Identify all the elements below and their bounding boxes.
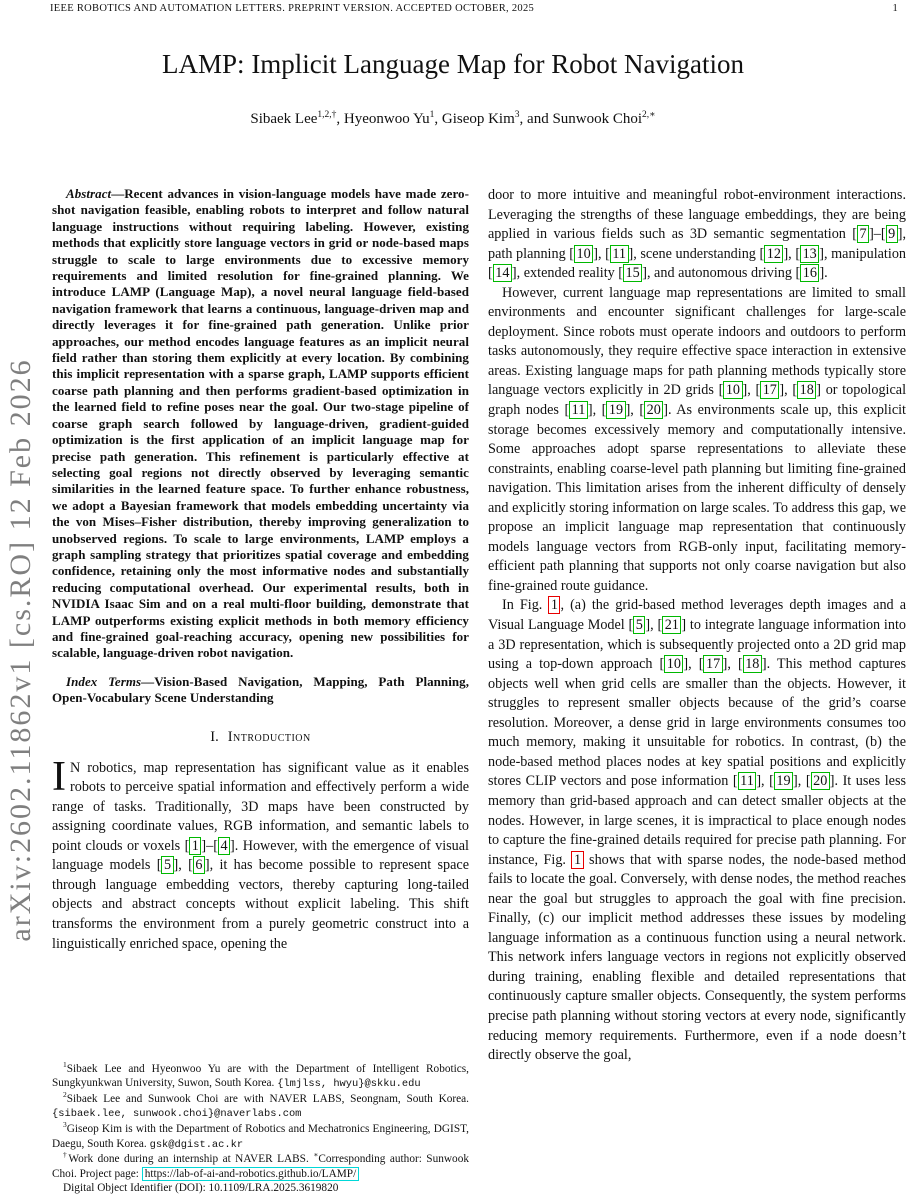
superscript-marker: ∗ <box>313 1150 319 1160</box>
email-address: gsk@dgist.ac.kr <box>149 1138 244 1151</box>
citation-link[interactable]: [ 13 ] <box>795 245 824 262</box>
citation-link[interactable]: [ 5 ] <box>156 857 179 874</box>
index-terms-paragraph: Index Terms—Vision-Based Navigation, Mapping, Path Planning, Open-Vocabulary Scene Understanding <box>52 673 469 706</box>
project-page-link[interactable]: https://lab-of-ai-and-robotics.github.io/LAMP/ <box>142 1167 359 1181</box>
superscript-marker: 2,∗ <box>642 110 656 120</box>
citation-number[interactable]: 18 <box>797 381 816 399</box>
citation-link[interactable]: [ 14 ] <box>488 265 517 282</box>
citation-link[interactable]: [ 7 ] <box>852 226 874 243</box>
lead-in-label: Abstract <box>66 186 112 201</box>
citation-link[interactable]: [ 20 ] <box>805 773 835 790</box>
citation-number[interactable]: 21 <box>662 616 681 634</box>
superscript-marker: 1,2,† <box>317 110 337 120</box>
citation-link[interactable]: [ 10 ] <box>718 382 748 399</box>
citation-number[interactable]: 13 <box>800 245 819 263</box>
citation-link[interactable]: [ 6 ] <box>188 857 210 874</box>
lead-in-label: Index Terms <box>66 673 142 689</box>
citation-link[interactable]: [ 10 ] <box>569 245 598 262</box>
section-number: I. <box>210 728 219 745</box>
email-address: {lmjlss, hwyu}@skku.edu <box>277 1078 421 1091</box>
running-header-text: IEEE ROBOTICS AND AUTOMATION LETTERS. PREPRINT VERSION. ACCEPTED OCTOBER, 2025 <box>50 3 535 14</box>
citation-number[interactable]: 5 <box>161 856 173 874</box>
section-title: Introduction <box>227 728 311 745</box>
superscript-marker: 3 <box>514 110 520 120</box>
citation-link[interactable]: [ 11 ] <box>732 773 762 790</box>
citation-link[interactable]: [ 19 ] <box>601 402 631 419</box>
citation-link[interactable]: [ 20 ] <box>639 402 669 419</box>
citation-number[interactable]: 7 <box>857 225 869 243</box>
citation-link[interactable]: [ 1 ] <box>184 837 207 854</box>
footnote-corresponding: †Work done during an internship at NAVER LABS. ∗Corresponding author: Sunwook Choi. Project page: https://lab-of-ai-and-robotics.github.io/LAMP/ <box>52 1150 469 1180</box>
authors-line: Sibaek Lee$^{1,2,\dagger}$, Hyeonwoo Yu$^1$, Giseop Kim$^3$, and Sunwook Choi$^{2,∗}$ <box>250 110 656 127</box>
citation-number[interactable]: 14 <box>493 264 512 282</box>
citation-link[interactable]: [ 12 ] <box>759 245 789 262</box>
citation-number[interactable]: 20 <box>644 401 663 419</box>
citation-link[interactable]: [ 10 ] <box>659 656 689 673</box>
citation-number[interactable]: 16 <box>800 264 819 282</box>
footnote-affiliation-1: $^1$Sibaek Lee and Hyeonwoo Yu are with the Department of Intelligent Robotics, Sungkyunkwan University, Suwon, South Korea. {lmjlss, hwyu}@skku.edu <box>52 1059 469 1091</box>
citation-number[interactable]: 10 <box>574 245 593 263</box>
footnote-affiliation-2: $^2$Sibaek Lee and Sunwook Choi are with NAVER LABS, Seongnam, South Korea. {sibaek.lee, sunwook.choi}@naverlabs.com <box>52 1090 469 1121</box>
citation-number[interactable]: 15 <box>623 264 642 282</box>
citation-number[interactable]: 17 <box>703 655 722 673</box>
citation-number[interactable]: 11 <box>569 401 588 419</box>
email-address: {sibaek.lee, sunwook.choi}@naverlabs.com <box>52 1108 302 1121</box>
citation-number[interactable]: 18 <box>743 655 762 673</box>
superscript-marker: 1 <box>63 1059 67 1069</box>
citation-link[interactable]: [ 18 ] <box>792 382 822 399</box>
citation-link[interactable]: [ 4 ] <box>213 837 235 854</box>
citation-link[interactable]: [ 11 ] <box>564 402 593 419</box>
citation-number[interactable]: 11 <box>610 245 629 263</box>
citation-link[interactable]: [ 17 ] <box>698 656 728 673</box>
citation-number[interactable]: 6 <box>193 856 205 874</box>
abstract-paragraph: Abstract—Recent advances in vision-language models have made zero-shot navigation feasible, enabling robots to interpret and follow natural language instructions without requiring labeling. However, existing methods that explicitly store language vectors in grid or node-based maps struggle to scale to large environments due to excessive memory requirements and limited resolution for fine-grained planning. We introduce LAMP (Language Map), a novel neural language field-based navigation framework that learns a continuous, language-driven map and directly leverages it for fine-grained path generation. Unlike prior approaches, our method encodes language features as an implicit neural field rather than storing them explicitly at every location. By combining this implicit representation with a sparse graph, LAMP supports efficient coarse path planning and then performs gradient-based optimization in the learned field to refine poses near the goal. Our two-stage pipeline of coarse graph search followed by language-driven, gradient-guided optimization is the first application of an implicit language map for precise path generation. This refinement is particularly effective at selecting goal regions not directly observed by leveraging semantic similarities in the learned feature space. To further enhance robustness, we adopt a Bayesian framework that models embedding uncertainty via the von Mises–Fisher distribution, thereby improving generalization to unobserved regions. To scale to large environments, LAMP employs a graph sampling strategy that prioritizes spatial coverage and embedding confidence, retaining only the most informative nodes and substantially reducing computational overhead. Our experimental results, both in NVIDIA Isaac Sim and on a real multi-floor building, demonstrate that LAMP outperforms existing explicit methods in both memory efficiency and fine-grained goal-reaching accuracy, opening new possibilities for scalable, language-driven robot navigation. <box>52 186 469 661</box>
citation-number[interactable]: 17 <box>760 381 779 399</box>
citation-link[interactable]: [ 15 ] <box>618 265 647 282</box>
body-paragraph: However, current language map representations are limited to small environments and encounter significant challenges for large-scale deployment. Since robots must operate indoors and outdoors to perform tasks autonomously, they require effective space interaction in extensive areas. Existing language maps for path planning methods typically store language vectors explicitly in 2D grids [ 10 ], [ 17 ], [ 18 ] or topological graph nodes [ 11 ], [ 19 ], [ 20 ]. As environments scale up, this explicit storage becomes excessively memory and computationally intensive. Some approaches adopt sparse representations to alleviate these constraints, enabling coarse-level path planning but limiting fine-grained navigation. This limitation arises from the inherent difficulty of densely and explicitly storing information on large scales. To address this gap, we propose an implicit language map representation that continuously models language vectors from RGB-only input, facilitating memory-efficient path planning that supports not only coarse navigation but also fine-grained route guidance. <box>488 284 906 594</box>
body-paragraph: door to more intuitive and meaningful robot-environment interactions. Leveraging the strengths of these language embeddings, they are being applied in various fields such as 3D semantic segmentation [ 7 ]–[ 9 ], path planning [ 10 ], [ 11 ], scene understanding [ 12 ], [ 13 ], manipulation [ 14 ], extended reality [ 15 ], and autonomous driving [ 16 ]. <box>488 187 906 282</box>
footnote-affiliation-3: $^3$Giseop Kim is with the Department of Robotics and Mechatronics Engineering, DGIST, Daegu, South Korea. gsk@dgist.ac.kr <box>52 1120 469 1151</box>
superscript-marker: † <box>63 1150 69 1160</box>
superscript-marker: 3 <box>63 1120 67 1130</box>
citation-number[interactable]: 4 <box>218 837 230 855</box>
citation-link[interactable]: [ 9 ] <box>880 226 903 243</box>
citation-link[interactable]: [ 11 ] <box>605 245 634 262</box>
citation-number[interactable]: 19 <box>606 401 625 419</box>
citation-number[interactable]: 11 <box>738 772 757 790</box>
drop-cap: I <box>52 753 66 800</box>
citation-link[interactable]: [ 18 ] <box>737 656 767 673</box>
citation-number[interactable]: 1 <box>189 837 201 855</box>
arxiv-watermark: arXiv:2602.11862v1 [cs.RO] 12 Feb 2026 <box>4 358 37 942</box>
citation-number[interactable]: 9 <box>886 225 898 243</box>
figure-ref[interactable]: 1 <box>548 596 560 614</box>
citation-number[interactable]: 12 <box>764 245 783 263</box>
citation-number[interactable]: 19 <box>774 772 793 790</box>
citation-link[interactable]: [ 5 ] <box>628 617 651 634</box>
citation-link[interactable]: [ 16 ] <box>795 265 825 282</box>
citation-number[interactable]: 20 <box>811 772 830 790</box>
citation-link[interactable]: [ 21 ] <box>657 617 687 634</box>
running-header <box>50 3 898 14</box>
page-number: 1 <box>892 3 898 14</box>
two-column-body <box>52 186 906 1198</box>
superscript-marker: 2 <box>63 1090 67 1100</box>
body-paragraph: In Fig. 1 , (a) the grid-based method leverages depth images and a Visual Language Model [ 5 ], [ 21 ] to integrate language information into a 3D representation, which is subsequently projected onto a 2D grid map using a top-down approach [ 10 ], [ 17 ], [ 18 ]. This method captures objects well when grid cells are smaller than the objects. However, it struggles to represent smaller objects because of the grid’s coarse resolution. Moreover, a dense grid in large environments consumes too much memory, making it unsuitable for robotics. In contrast, (b) the node-based method places nodes at key spatial positions and explicitly stores CLIP vectors and pose information [ 11 ], [ 19 ], [ 20 ]. It uses less memory than grid-based approach and can detect smaller objects at the nodes. However, in large scenes, it is impractical to place enough nodes to capture the fine-grained details required for precise path planning. For instance, Fig. 1 shows that with sparse nodes, the node-based method fails to locate the goal. Conversely, with dense nodes, the method reaches near the goal but struggles to approach the goal with fine precision. Finally, (c) our implicit method addresses these issues by modeling language information as a continuous function using a neural network. This network infers language vectors in regions not explicitly observed during training, enabling flexible and detailed representations that continuously capture smaller objects. Consequently, the system performs precise path planning without storing vectors at every node, significantly reducing memory requirements. Furthermore, even if a node doesn’t directly observe the goal, <box>488 597 906 1064</box>
footnote-block <box>52 1059 469 1196</box>
citation-number[interactable]: 10 <box>723 381 742 399</box>
intro-paragraph: I N robotics, map representation has significant value as it enables robots to perceive spatial information and effectively perform a wide range of tasks. Traditionally, 3D maps have been constructed by assigning coordinate values, RGB information, and semantic labels to point clouds or voxels [ 1 ]–[ 4 ]. However, with the emergence of visual language models [ 5 ], [ 6 ], it has become possible to represent space through language embedding vectors, thereby capturing long-tailed objects and abstract concepts without explicit labeling. This shift transforms the environment from a purely geometric construct into a linguistically enriched space, opening the <box>52 753 469 952</box>
citation-number[interactable]: 5 <box>633 616 645 634</box>
figure-ref[interactable]: 1 <box>571 851 583 869</box>
superscript-marker: 1 <box>429 110 435 120</box>
left-column <box>52 186 469 1198</box>
citation-number[interactable]: 10 <box>664 655 683 673</box>
footnote-doi: Digital Object Identifier (DOI): 10.1109/LRA.2025.3619820 <box>63 1182 339 1195</box>
paper-title: LAMP: Implicit Language Map for Robot Navigation <box>162 49 744 79</box>
citation-link[interactable]: [ 17 ] <box>755 382 785 399</box>
right-column <box>488 186 906 1198</box>
section-heading-introduction <box>52 729 469 746</box>
citation-link[interactable]: [ 19 ] <box>769 773 798 790</box>
